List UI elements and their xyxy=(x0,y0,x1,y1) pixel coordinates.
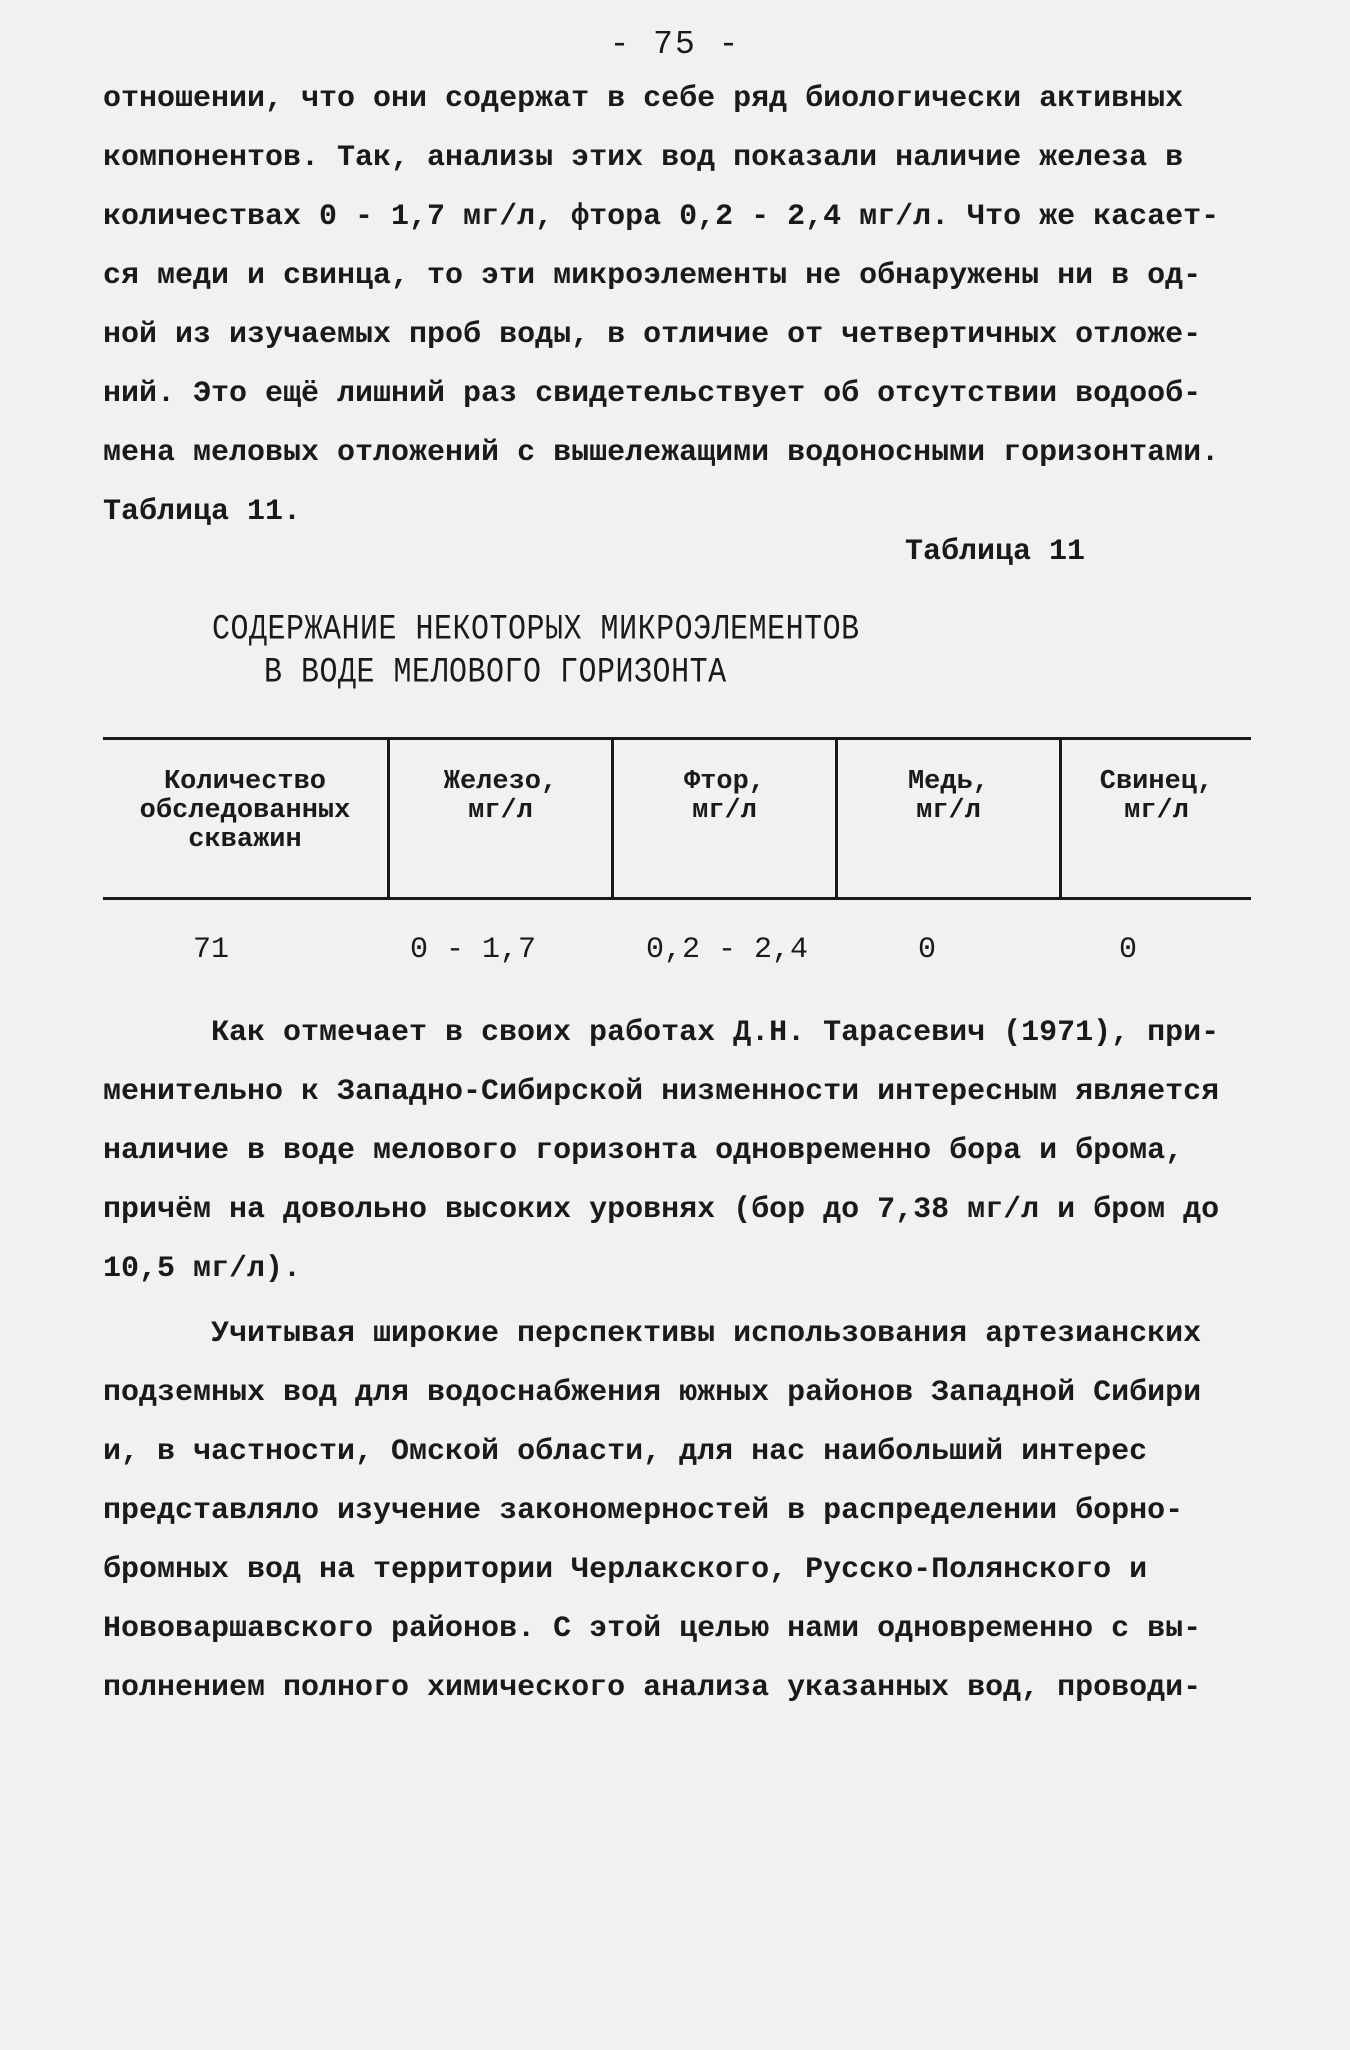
table-header xyxy=(103,737,1251,900)
cell-wells-count: 71 xyxy=(193,933,230,967)
text-line: Таблица 11. xyxy=(103,495,302,529)
text-line: менительно к Западно-Сибирской низменности интересным является xyxy=(103,1075,1220,1109)
table-row xyxy=(103,925,1251,975)
text-line: наличие в воде мелового горизонта одновременно бора и брома, xyxy=(103,1134,1184,1168)
header-fluorine: Фтор, мг/л xyxy=(611,740,835,897)
paragraph-3 xyxy=(103,1305,1253,1718)
text-line: мена меловых отложений с вышележащими водоносными горизонтами. xyxy=(103,436,1220,470)
table-title-line-2: В ВОДЕ МЕЛОВОГО ГОРИЗОНТА xyxy=(264,652,727,694)
header-wells-count: Количество обследованных скважин xyxy=(139,767,351,855)
text-line: компонентов. Так, анализы этих вод показали наличие железа в xyxy=(103,141,1184,175)
text-line: Учитывая широкие перспективы использования артезианских xyxy=(211,1317,1202,1351)
cell-fluorine: 0,2 - 2,4 xyxy=(646,933,809,967)
text-line: бромных вод на территории Черлакского, Русско-Полянского и xyxy=(103,1553,1148,1587)
text-line: полнением полного химического анализа указанных вод, проводи- xyxy=(103,1671,1202,1705)
page-number: - 75 - xyxy=(609,26,741,63)
cell-copper: 0 xyxy=(918,933,937,967)
text-line: Как отмечает в своих работах Д.Н. Тарасевич (1971), при- xyxy=(211,1016,1220,1050)
text-line: 10,5 мг/л). xyxy=(103,1252,302,1286)
text-line: количествах 0 - 1,7 мг/л, фтора 0,2 - 2,4 мг/л. Что же касает- xyxy=(103,200,1220,234)
cell-iron: 0 - 1,7 xyxy=(410,933,537,967)
paragraph-2 xyxy=(103,1004,1253,1299)
text-line: ся меди и свинца, то эти микроэлементы не обнаружены ни в од- xyxy=(103,259,1202,293)
table-title-line-1: СОДЕРЖАНИЕ НЕКОТОРЫХ МИКРОЭЛЕМЕНТОВ xyxy=(212,609,860,651)
header-copper: Медь, мг/л xyxy=(835,740,1059,897)
text-line: причём на довольно высоких уровнях (бор до 7,38 мг/л и бром до xyxy=(103,1193,1220,1227)
header-lead: Свинец, мг/л xyxy=(1059,740,1251,897)
text-line: Нововаршавского районов. С этой целью нами одновременно с вы- xyxy=(103,1612,1202,1646)
text-line: ний. Это ещё лишний раз свидетельствует об отсутствии водооб- xyxy=(103,377,1202,411)
header-iron: Железо, мг/л xyxy=(387,740,611,897)
text-line: подземных вод для водоснабжения южных районов Западной Сибири xyxy=(103,1376,1202,1410)
table-label: Таблица 11 xyxy=(905,535,1086,569)
text-line: представляло изучение закономерностей в распределении борно- xyxy=(103,1494,1184,1528)
paragraph-1 xyxy=(103,70,1253,542)
cell-lead: 0 xyxy=(1119,933,1138,967)
text-line: ной из изучаемых проб воды, в отличие от четвертичных отложе- xyxy=(103,318,1202,352)
text-line: и, в частности, Омской области, для нас наибольший интерес xyxy=(103,1435,1148,1469)
text-line: отношении, что они содержат в себе ряд биологически активных xyxy=(103,82,1184,116)
